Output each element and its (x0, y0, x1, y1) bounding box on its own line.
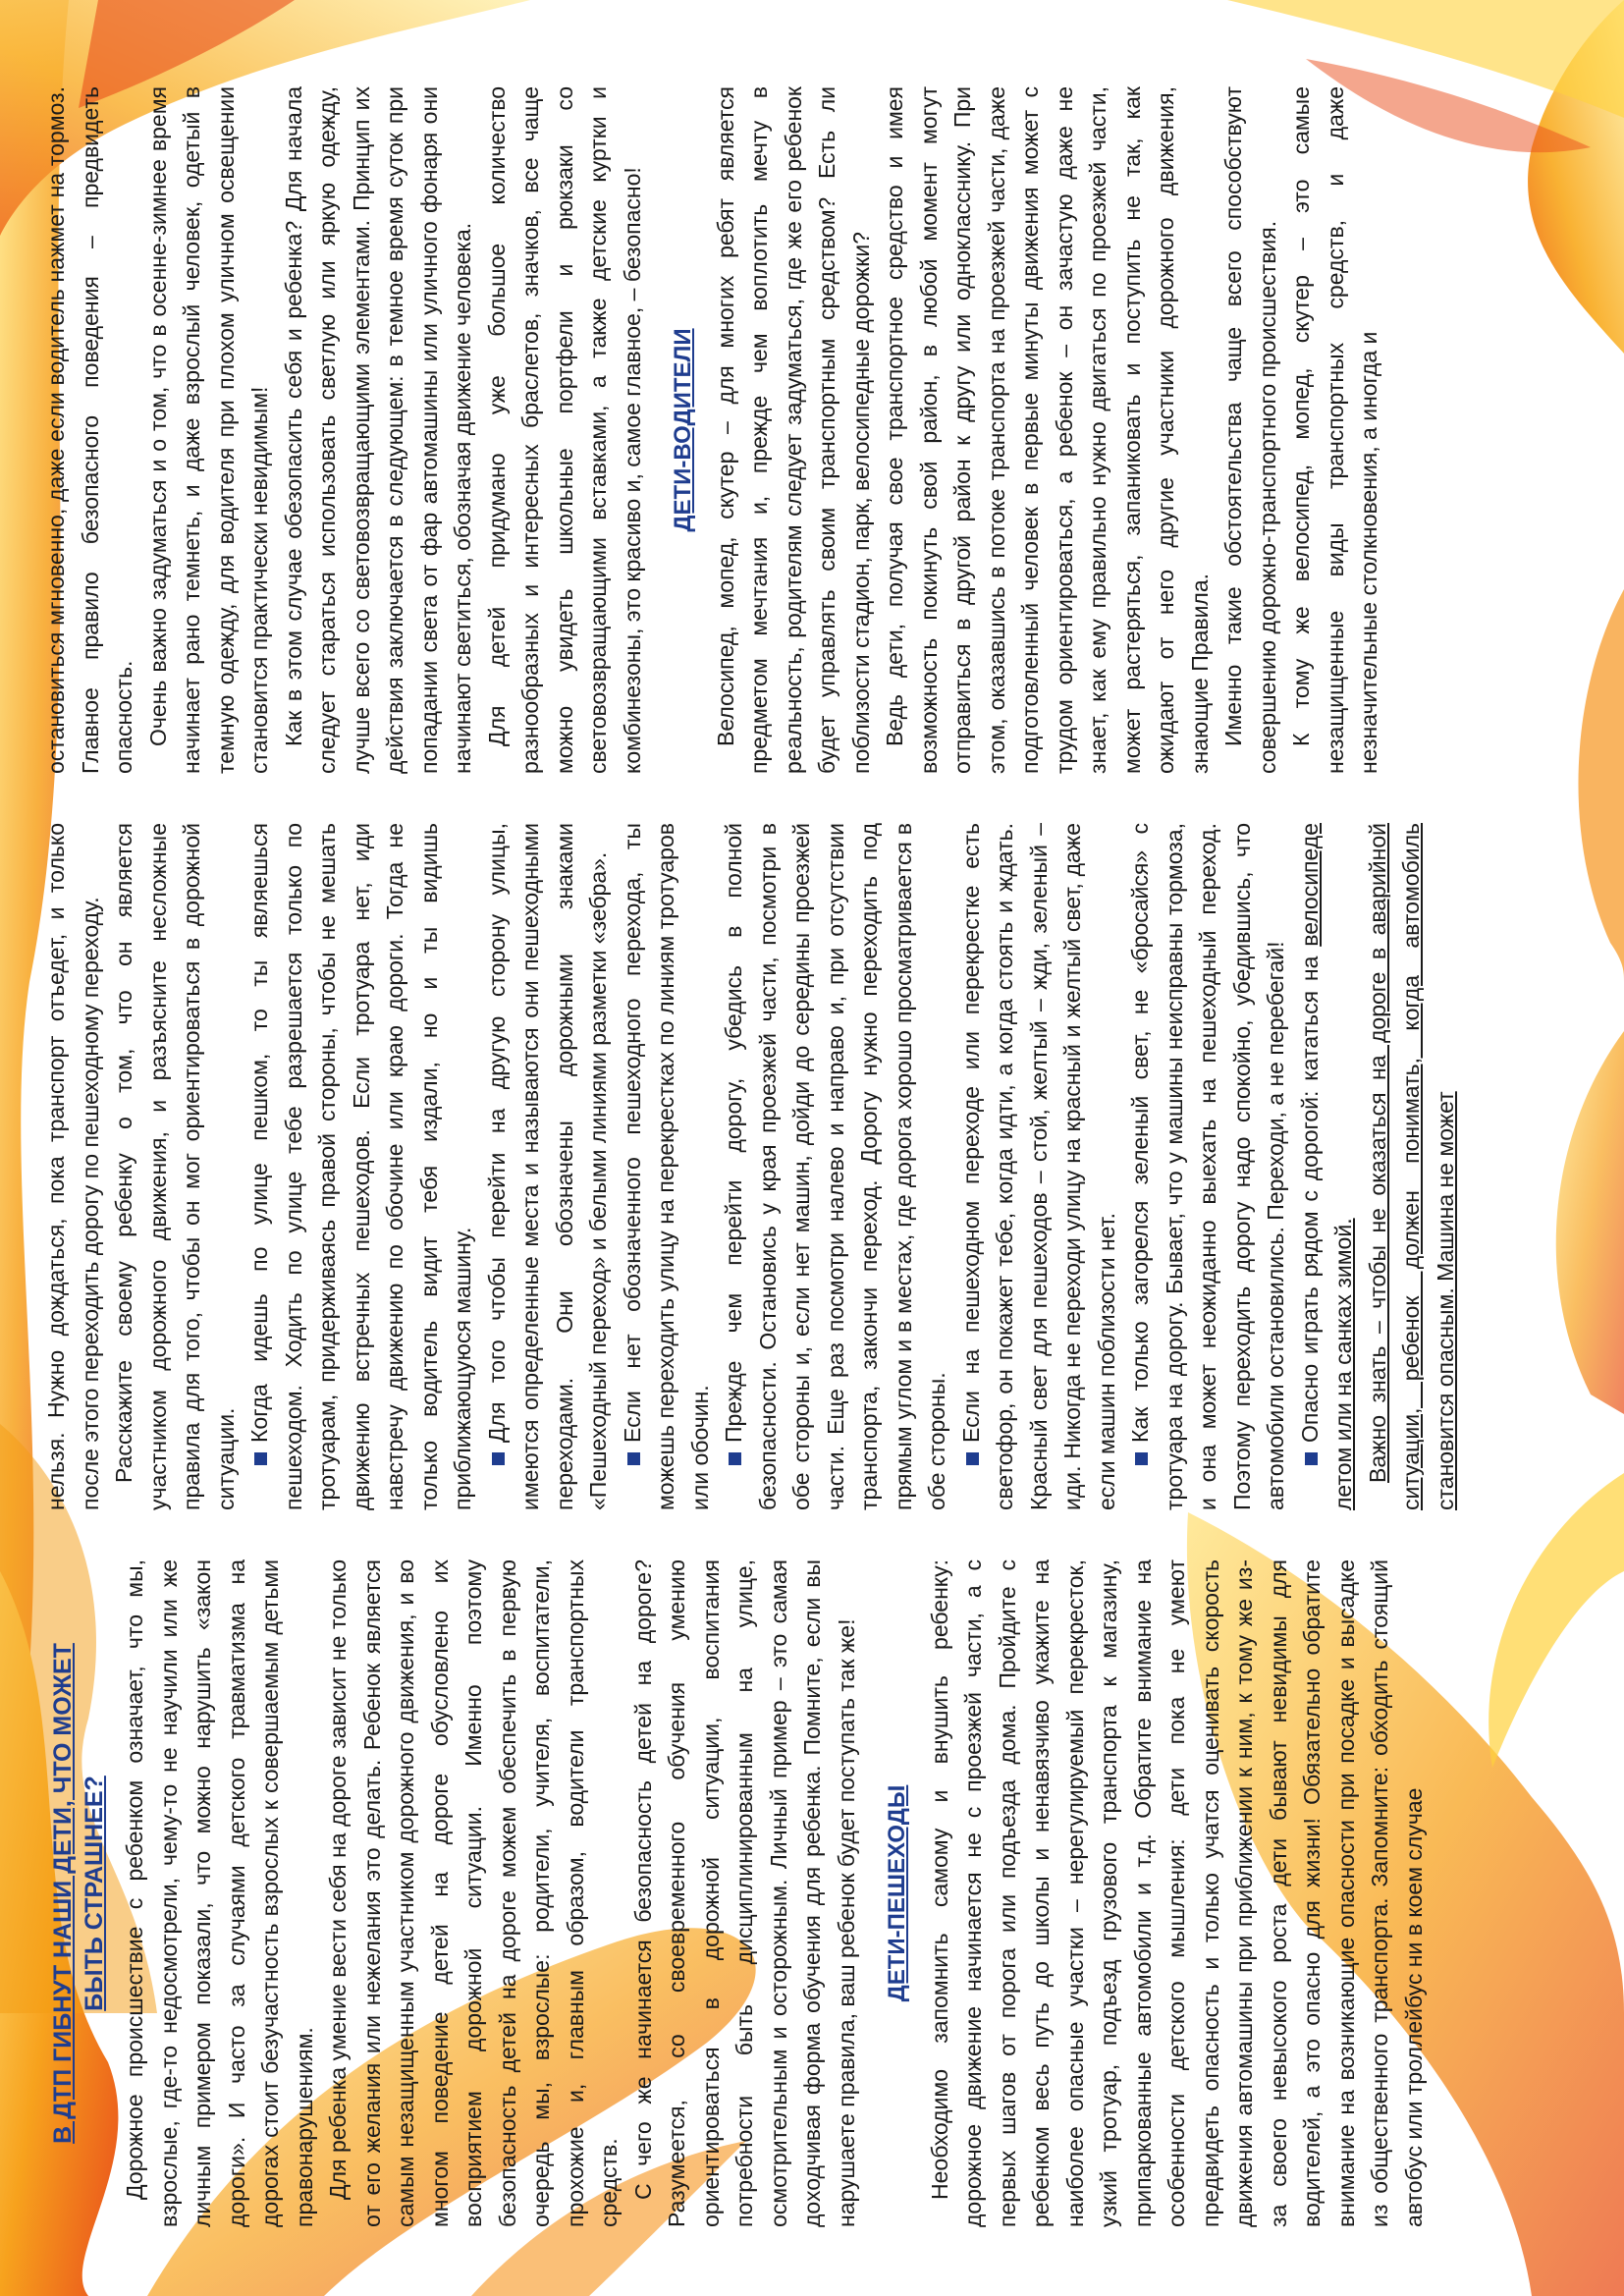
main-title-line-2: БЫТЬ СТРАШНЕЕ? (81, 1776, 108, 2011)
paragraph: Велосипед, мопед, скутер – для многих ребят является предметом мечтания и, прежде чем воплотить мечту в реальность, родителям следует задуматься, где же его ребенок будет управлять своим транспортным средством? Есть ли поблизости стадион, парк, велосипедные дорожки? (712, 86, 874, 774)
paragraph: Расскажите своему ребенку о том, что он является участником дорожного движения, и разъясните несложные правила для того, чтобы он мог ориентироваться в дорожной ситуации. (111, 823, 239, 1510)
section-title-pedestrians: ДЕТИ-ПЕШЕХОДЫ (884, 1784, 910, 2002)
bullet-marker-icon (1135, 1452, 1148, 1465)
main-title-line-1: В ДТП ГИБНУТ НАШИ ДЕТИ, ЧТО МОЖЕТ (49, 1643, 77, 2144)
bullet-text: Как только загорелся зеленый свет, не «бросайся» с тротуара на дорогу. Бывает, что у машины неисправны тормоза, и она может неожиданно выехать на пешеходный переход. Поэтому переходить дорогу надо спокойно, убедившись, что автомобили остановились. Переходи, а не перебегай! (1127, 823, 1288, 1510)
bullet-item (616, 823, 718, 1510)
main-title (47, 1559, 110, 2227)
panel-right (39, 86, 1591, 774)
bullet-marker-icon (254, 1452, 267, 1465)
bullet-text: Когда идешь по улице пешком, то ты являешься пешеходом. Ходить по улице тебе разрешается только по тротуарам, придерживаясь правой стороны, чтобы не мешать движению встречных пешеходов. Если тротуара нет, иди навстречу движению по обочине или краю дороги. Тогда не только водитель видит тебя издали, но и ты видишь приближающуюся машину. (246, 823, 475, 1510)
bullet-item (954, 823, 1124, 1510)
bullet-text: Если на пешеходном переходе или перекрестке есть светофор, он покажет тебе, когда идти, а когда стоять и ждать. Красный свет для пешеходов – стой, желтый – жди, зеленый – иди. Никогда не переходи улицу на красный и желтый свет, даже если машин поблизости нет. (957, 823, 1119, 1510)
paragraph: Необходимо запомнить самому и внушить ребенку: дорожное движение начинается не с проезжей части, а с первых шагов от порога или подъезда дома. Пройдите с ребенком весь путь до школы и ненавязчиво укажите на наиболее опасные участки – нерегулируемый перекресток, узкий тротуар, подъезд грузового транспорта к магазину, припаркованные автомобили и т.д. Обратите внимание на особенности детского мышления: дети пока не умеют предвидеть опасность и только учатся оценивать скорость движения автомашины при приближении к ним, к тому же из-за своего невысокого роста дети бывают невидимы для водителей, а это опасно для жизни! Обязательно обратите внимание на возникающие опасности при посадке и высадке из общественного транспорта. Запомните: обходить стоящий автобус или троллейбус ни в коем случае (926, 1559, 1427, 2227)
paragraph-important: Важно знать – чтобы не оказаться на дороге в аварийной ситуации, ребенок должен понимать, когда автомобиль становится опасным. Машина не может (1364, 823, 1458, 1510)
bullet-item (717, 823, 954, 1510)
bullet-item (243, 823, 480, 1510)
bullet-text: Для того чтобы перейти на другую сторону улицы, имеются определенные места и называются они пешеходными переходами. Они обозначены дорожными знаками «Пешеходный переход» и белыми линиями разметки «зебра». (483, 823, 611, 1510)
paragraph: К тому же велосипед, мопед, скутер – это самые незащищенные виды транспортных средств, и даже незначительные столкновения, а иногда и (1288, 86, 1381, 774)
bullet-text: Если нет обозначенного пешеходного перехода, ты можешь переходить улицу на перекрестках по линиям тротуаров или обочин. (619, 823, 713, 1510)
paragraph: Как в этом случае обезопасить себя и ребенка? Для начала следует стараться использовать светлую или яркую одежду, лучше всего со световозвращающими элементами. Принцип их действия заключается в следующем: в темное время суток при попадании света от фар автомашины или уличного фонаря они начинают светиться, обозначая движение человека. (280, 86, 475, 774)
bullet-marker-icon (492, 1452, 505, 1465)
paragraph: Ведь дети, получая свое транспортное средство и имея возможность покинуть свой район, в любой момент могут отправиться в другой район к другу или однокласснику. При этом, оказавшись в потоке транспорта на проезжей части, даже подготовленный человек в первые минуты движения может с трудом ориентироваться, а ребенок – он зачастую даже не знает, как ему правильно нужно двигаться по проезжей части, может растеряться, запаниковать и поступить не так, как ожидают от него другие участники дорожного движения, знающие Правила. (882, 86, 1213, 774)
panel-left (39, 1559, 1591, 2227)
bullet-marker-icon (966, 1452, 979, 1465)
paragraph: Очень важно задуматься и о том, что в осенне-зимнее время начинает рано темнеть, и даже взрослый человек, одетый в темную одежду, для водителя при плохом уличном освещении становится практически невидимым! (144, 86, 272, 774)
paragraph: Для ребенка умение вести себя на дороге зависит не только от его желания или нежелания это делать. Ребенок является самым незащищенным участником дорожного движения, и во многом поведение детей на дороге обусловлено их восприятием дорожной ситуации. Именно поэтому безопасность детей на дороге можем обеспечить в первую очередь мы, взрослые: родители, учителя, воспитатели, прохожие и, главным образом, водители транспортных средств. (325, 1559, 622, 2227)
bullet-marker-icon (627, 1452, 640, 1465)
bullet-item (480, 823, 616, 1510)
paragraph: Дорожное происшествие с ребенком означает, что мы, взрослые, где-то недосмотрели, чему-то не научили или же личным примером показали, что можно нарушить «закон дороги». И часто за случаями детского травматизма на дорогах стоит безучастность взрослых к совершаемым детьми правонарушениям. (122, 1559, 317, 2227)
bullet-item (1293, 823, 1361, 1510)
bullet-text-underlined: велосипеде летом или на санках зимой. (1296, 823, 1356, 1510)
section-title-drivers: ДЕТИ-ВОДИТЕЛИ (670, 328, 696, 532)
bullet-marker-icon (1305, 1452, 1318, 1465)
panel-middle (39, 823, 1591, 1510)
paragraph: Именно такие обстоятельства чаще всего способствуют совершению дорожно-транспортного происшествия. (1220, 86, 1280, 774)
paragraph: Для детей придумано уже большое количество разнообразных и интересных браслетов, значков, все чаще можно увидеть школьные портфели и рюкзаки со световозвращающими вставками, а также детские куртки и комбинезоны, это красиво и, самое главное, – безопасно! (483, 86, 645, 774)
bullet-text: Прежде чем перейти дорогу, убедись в полной безопасности. Остановись у края проезжей части, посмотри в обе стороны и, если нет машин, дойди до середины проезжей части. Еще раз посмотри налево и направо и, при отсутствии транспорта, закончи переход. Дорогу нужно переходить под прямым углом и в местах, где дорога хорошо просматривается в обе стороны. (721, 823, 949, 1510)
bullet-text: Опасно играть рядом с дорогой: кататься на (1296, 946, 1323, 1443)
bullet-marker-icon (729, 1452, 741, 1465)
paragraph: нельзя. Нужно дождаться, пока транспорт отъедет, и только после этого переходить дорогу по пешеходному переходу. (43, 823, 103, 1510)
paragraph: остановиться мгновенно, даже если водитель нажмет на тормоз. Главное правило безопасного поведения – предвидеть опасность. (43, 86, 136, 774)
paragraph: С чего же начинается безопасность детей на дороге? Разумеется, со своевременного обучения умению ориентироваться в дорожной ситуации, воспитания потребности быть дисциплинированным на улице, осмотрительным и осторожным. Личный пример – это самая доходчивая форма обучения для ребенка. Помните, если вы нарушаете правила, ваш ребенок будет поступать так же! (629, 1559, 859, 2227)
bullet-item (1123, 823, 1293, 1510)
